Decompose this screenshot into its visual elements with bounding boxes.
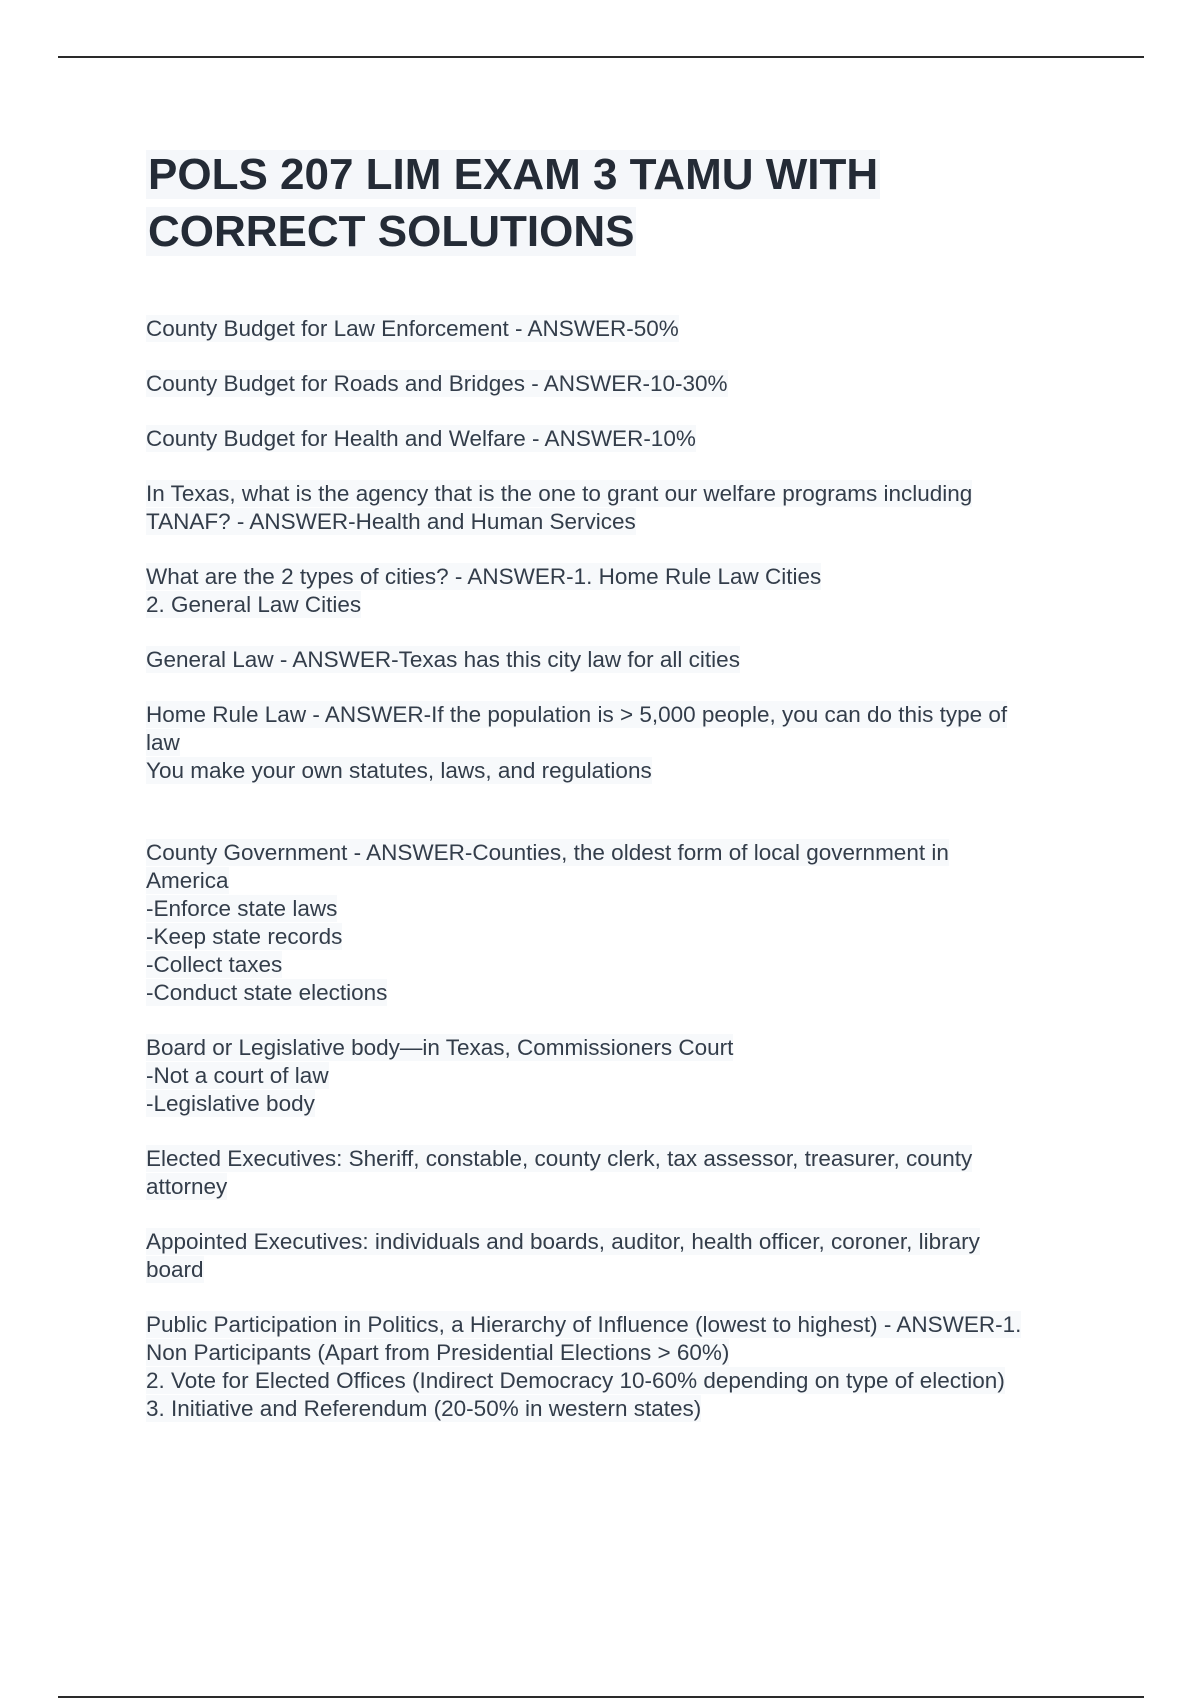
entry-text: attorney xyxy=(146,1174,228,1199)
entry-text: -Keep state records xyxy=(146,924,343,949)
qa-entry xyxy=(146,480,1106,536)
entry-text: -Enforce state laws xyxy=(146,896,338,921)
entry-text: Public Participation in Politics, a Hierarchy of Influence (lowest to highest) - ANSWER-1. xyxy=(146,1312,1022,1337)
qa-entry xyxy=(146,646,1106,674)
entry-text: 3. Initiative and Referendum (20-50% in western states) xyxy=(146,1396,702,1421)
entry-text: County Government - ANSWER-Counties, the oldest form of local government in xyxy=(146,840,949,865)
entry-text: County Budget for Law Enforcement - ANSWER-50% xyxy=(146,316,679,341)
entry-text: -Not a court of law xyxy=(146,1063,329,1088)
qa-entry xyxy=(146,839,1106,1007)
entry-text: What are the 2 types of cities? - ANSWER-1. Home Rule Law Cities xyxy=(146,564,822,589)
title-line-2: CORRECT SOLUTIONS xyxy=(148,207,635,256)
entry-text: -Conduct state elections xyxy=(146,980,388,1005)
qa-entry xyxy=(146,370,1106,398)
qa-entry xyxy=(146,1145,1106,1201)
qa-entry xyxy=(146,1228,1106,1284)
entry-text: General Law - ANSWER-Texas has this city law for all cities xyxy=(146,647,740,672)
qa-entry xyxy=(146,315,1106,343)
entry-text: -Collect taxes xyxy=(146,952,283,977)
entry-text: 2. General Law Cities xyxy=(146,592,362,617)
qa-entry xyxy=(146,701,1106,785)
entry-text: Appointed Executives: individuals and boards, auditor, health officer, coroner, library xyxy=(146,1229,980,1254)
entry-text: You make your own statutes, laws, and regulations xyxy=(146,758,652,783)
qa-entry xyxy=(146,1311,1106,1423)
entry-text: America xyxy=(146,868,229,893)
entry-text: Non Participants (Apart from Presidential Elections > 60%) xyxy=(146,1340,730,1365)
entry-text: Board or Legislative body—in Texas, Commissioners Court xyxy=(146,1035,734,1060)
entry-text: In Texas, what is the agency that is the one to grant our welfare programs including xyxy=(146,481,973,506)
qa-entry xyxy=(146,1034,1106,1118)
title-line-1: POLS 207 LIM EXAM 3 TAMU WITH xyxy=(148,150,879,199)
qa-list xyxy=(146,315,1106,1423)
entry-text: board xyxy=(146,1257,204,1282)
entry-text: law xyxy=(146,730,180,755)
entry-text: -Legislative body xyxy=(146,1091,315,1116)
document-title xyxy=(146,146,1106,260)
entry-text: County Budget for Roads and Bridges - ANSWER-10-30% xyxy=(146,371,728,396)
document-body xyxy=(146,146,1106,1450)
entry-text: County Budget for Health and Welfare - ANSWER-10% xyxy=(146,426,696,451)
entry-text: Elected Executives: Sheriff, constable, county clerk, tax assessor, treasurer, county xyxy=(146,1146,973,1171)
qa-entry xyxy=(146,425,1106,453)
footer-rule xyxy=(58,1696,1144,1698)
entry-text: 2. Vote for Elected Offices (Indirect Democracy 10-60% depending on type of election) xyxy=(146,1368,1005,1393)
entry-text: Home Rule Law - ANSWER-If the population is > 5,000 people, you can do this type of xyxy=(146,702,1008,727)
entry-text: TANAF? - ANSWER-Health and Human Services xyxy=(146,509,636,534)
header-rule xyxy=(58,56,1144,58)
qa-entry xyxy=(146,563,1106,619)
